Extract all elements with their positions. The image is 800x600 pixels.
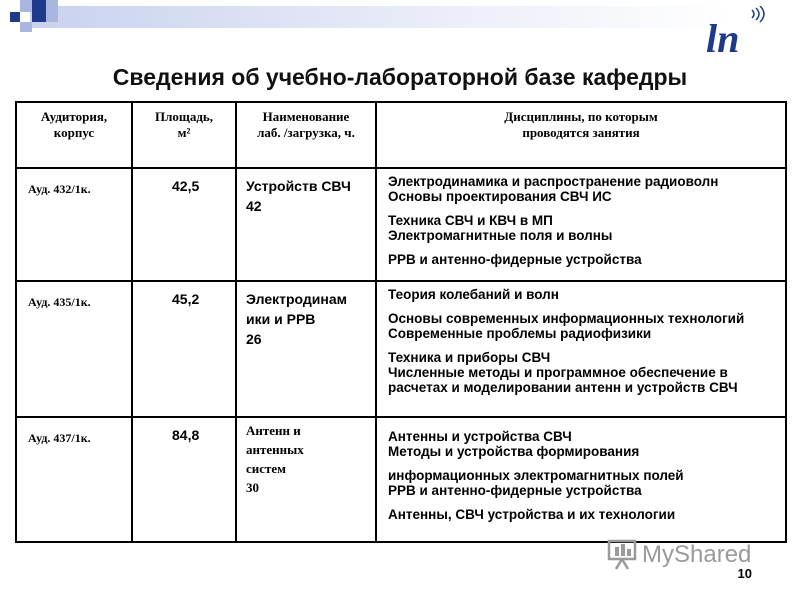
room-cell: Ауд. 435/1к.: [16, 281, 132, 417]
watermark-text: MyShared: [642, 541, 752, 568]
lab-load: 26: [246, 331, 262, 347]
deco-square: [32, 0, 46, 12]
university-logo: [700, 6, 770, 58]
area-cell: 45,2: [132, 281, 236, 417]
area-cell: 42,5: [132, 168, 236, 281]
logo-letters: ln: [706, 16, 740, 58]
deco-square: [20, 22, 32, 32]
table-row: [16, 168, 786, 281]
presentation-icon: [606, 537, 640, 571]
disciplines-cell: [376, 417, 786, 542]
col-header-disciplines: Дисциплины, по которым проводятся занятия: [376, 102, 786, 168]
col-header-area: Площадь, м²: [132, 102, 236, 168]
discipline-group: Антенны, СВЧ устройства и их технологии: [388, 507, 676, 522]
room-cell: Ауд. 437/1к.: [16, 417, 132, 542]
page-number: 10: [737, 566, 752, 581]
discipline-group: Техника и приборы СВЧ Численные методы и программное обеспечение в расчетах и моделировании антенн и устройств СВЧ: [388, 350, 738, 395]
table-row: [16, 417, 786, 542]
lab-base-table: [15, 101, 787, 543]
discipline-group: Антенны и устройства СВЧ Методы и устройства формирования: [388, 429, 640, 459]
lab-name: антенных: [246, 442, 304, 457]
discipline-group: РРВ и антенно-фидерные устройства: [388, 252, 642, 267]
lab-name: ики и РРВ: [246, 311, 316, 327]
page-title: Сведения об учебно-лабораторной базе кафедры: [112, 64, 688, 90]
deco-square: [32, 12, 46, 22]
lab-cell: [236, 417, 376, 542]
deco-square: [46, 0, 58, 22]
lab-name: систем: [246, 461, 287, 476]
lab-name: Электродинам: [246, 291, 347, 307]
header-decoration: [0, 0, 800, 60]
discipline-group: Техника СВЧ и КВЧ в МП Электромагнитные поля и волны: [388, 213, 613, 243]
lab-name: Устройств СВЧ: [246, 178, 351, 194]
col-header-room: Аудитория, корпус: [16, 102, 132, 168]
table-row: [16, 281, 786, 417]
discipline-group: информационных электромагнитных полей РРВ и антенно-фидерные устройства: [388, 468, 684, 498]
discipline-group: Теория колебаний и волн: [388, 287, 559, 302]
disciplines-cell: [376, 281, 786, 417]
deco-square: [20, 0, 32, 12]
deco-square: [10, 12, 20, 22]
discipline-group: Электродинамика и распространение радиоволн Основы проектирования СВЧ ИС: [388, 174, 719, 204]
lab-cell: [236, 168, 376, 281]
area-cell: 84,8: [132, 417, 236, 542]
table-header-row: [16, 102, 786, 168]
header-band: [30, 6, 730, 28]
lab-name: Антенн и: [246, 423, 301, 438]
room-cell: Ауд. 432/1к.: [16, 168, 132, 281]
col-header-lab: Наименование лаб. /загрузка, ч.: [236, 102, 376, 168]
disciplines-cell: [376, 168, 786, 281]
discipline-group: Основы современных информационных технологий Современные проблемы радиофизики: [388, 311, 745, 341]
lab-cell: [236, 281, 376, 417]
lab-load: 42: [246, 198, 262, 214]
lab-load: 30: [246, 480, 259, 495]
